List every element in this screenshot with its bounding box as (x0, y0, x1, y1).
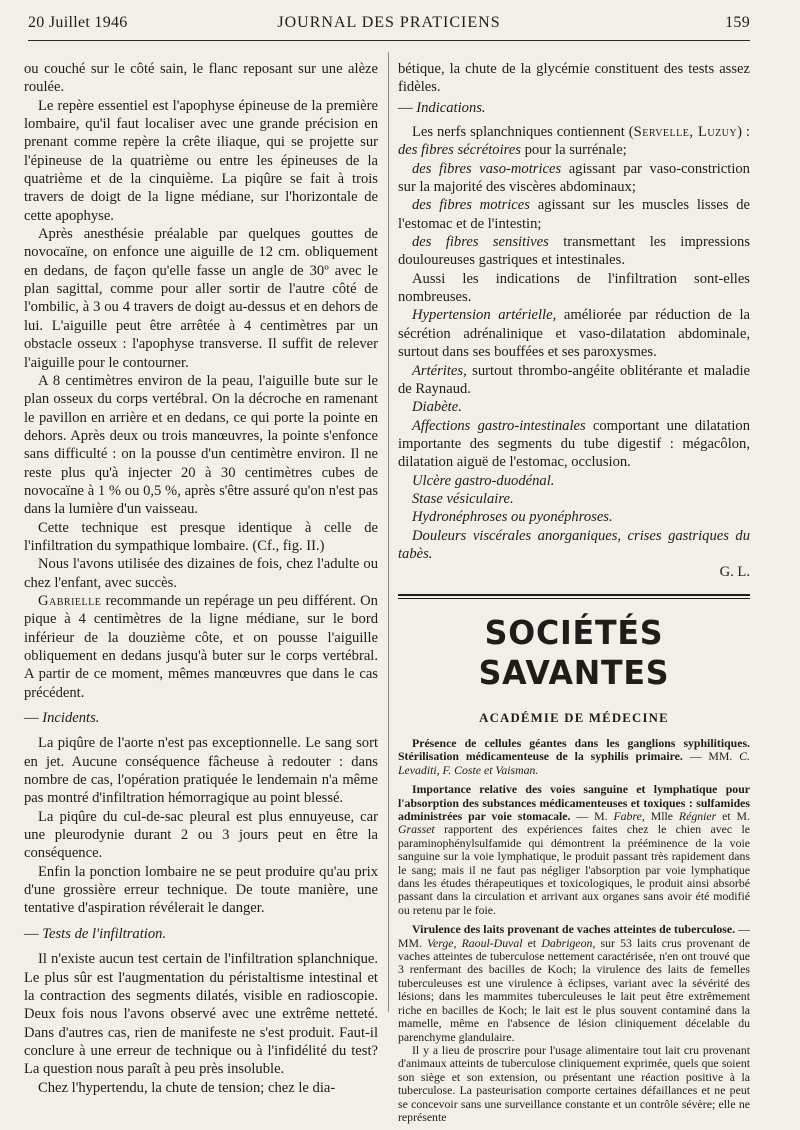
column-divider (388, 52, 389, 1012)
paragraph (398, 196, 750, 233)
paragraph: ou couché sur le côté sain, le flanc reposant sur une alèze roulée. (24, 61, 378, 96)
report-authors: Dabrigeon, (541, 935, 596, 950)
text: surtout thrombo-angéite oblitérante et maladie de Raynaud. (398, 362, 750, 397)
paragraph (24, 592, 378, 702)
dash: — (24, 710, 39, 727)
text: — MM. (398, 922, 750, 950)
text: des fibres sensitives (412, 234, 549, 251)
paragraph: Après anesthésie préalable par quelques gouttes de novocaïne, on enfonce une aiguille de 12 cm. obliquement en dedans, de façon qu'elle fasse un angle de 30º avec le plan sagittal, comme pour aller sortir de l'autre côté de l'ombilic, à 3 ou 4 travers de doigt au-dessus et en dehors de lui. L'aiguille peut être arrêtée à 4 centimètres par un obstacle osseux : l'apophyse transverse. Il suffit de relever l'aiguille pour le contourner. (24, 226, 378, 371)
report-title: Présence de cellules géantes dans les ganglions syphilitiques. Stérilisation médicamenteuse de la syphilis primaire. (398, 735, 750, 764)
paragraph (398, 123, 750, 160)
text: des fibres vaso-motrices (412, 160, 562, 177)
text: agissant sur les muscles lisses de l'estomac et de l'intestin; (398, 197, 750, 232)
text: Hypertension artérielle, (412, 307, 557, 324)
issue-date: 20 Juillet 1946 (28, 14, 128, 31)
paragraph: Aussi les indications de l'infiltration sont-elles nombreuses. (398, 270, 750, 306)
report-authors: C. Levaditi, F. Coste et Vaisman. (398, 749, 750, 777)
academy-reports (398, 737, 750, 1124)
paragraph (398, 362, 750, 399)
subheading-text: Incidents. (42, 710, 100, 727)
running-head (28, 14, 750, 38)
subheading-indications (398, 99, 750, 117)
author-name: Gabrielle (38, 592, 102, 609)
text: Diabète. (412, 399, 462, 416)
paragraph (398, 160, 750, 197)
paragraph: Hydronéphroses ou pyonéphroses. (412, 509, 613, 526)
paragraph: Il n'existe aucun test certain de l'infiltration splanchnique. Le plus sûr est l'augmentation du péristaltisme intestinal et la contraction des segments dilatés, visible en radioscopie. Deux fois nous l'avons observé avec une extrême netteté. Dans d'autres cas, rien de manifeste ne s'est produit. Faut-il conclure à une erreur de technique ou à l'infidélité du test? La question nous paraît à peu près insoluble. (24, 951, 378, 1078)
text: et (527, 935, 537, 950)
text: pour la surrénale; (524, 142, 627, 159)
report-item (398, 783, 750, 917)
text: comportant une dilatation importante des segments du tube digestif : mégacôlon, dilatation aiguë de l'estomac, occlusion. (398, 417, 750, 471)
paragraph: La piqûre du cul-de-sac pleural est plus ennuyeuse, car une pleurodynie durant 2 ou 3 jours peut en être la conséquence. (24, 808, 378, 862)
paragraph: Chez l'hypertendu, la chute de tension; chez le dia- (38, 1079, 336, 1096)
report-title: Virulence des laits provenant de vaches atteintes de tuberculose. (412, 922, 736, 937)
report-title: Importance relative des voies sanguine et lymphatique pour l'absorption des substances médicamenteuses et toxiques : sulfamides administrées par voie stomacale. (398, 782, 750, 823)
paragraph (398, 398, 750, 416)
dash: — (398, 99, 413, 116)
report-item: Il y a lieu de proscrire pour l'usage alimentaire tout lait cru provenant d'animaux atteints de tuberculose cliniquement exprimée, quels que soient son siège et son extension, ou présentant une réaction positive à la tuberculose. La pasteurisation comporte certaines défaillances et ne peut se concevoir sans une surveillance constante et un contrôle sévère; elle ne représente (398, 1042, 750, 1124)
paragraph: Douleurs viscérales anorganiques, crises gastriques du tabès. (398, 527, 750, 562)
paragraph: Cette technique est presque identique à celle de l'infiltration du sympathique lombaire. (Cf., fig. II.) (24, 519, 378, 554)
text: agissant par vaso-constriction sur la majorité des viscères abdominaux; (398, 160, 750, 196)
dash: — (24, 925, 39, 942)
author-names: Servelle, Luzuy (633, 124, 738, 141)
paragraph: Le repère essentiel est l'apophyse épineuse de la première lombaire, qu'il faut localiser avec une grande précision en prenant comme repère la crête iliaque, qui se projette sur l'épineuse de la quatrième ou entre les épineuses de la quatrième et de la cinquième. La piqûre se fait à trois travers de doigt de la ligne médiane, sur l'horizontale de cette apophyse. (24, 97, 378, 224)
section-rule (398, 594, 750, 599)
signature: G. L. (719, 564, 750, 581)
paragraph: A 8 centimètres environ de la peau, l'aiguille bute sur le plan osseux du corps vertébral. On la décroche en ramenant le pavillon en arrière et en dedans, ce qui porte la pointe en dehors. Après deux ou trois manœuvres, la pointe s'enfonce sans difficulté : on la pousse d'un centimètre environ. Il ne reste plus qu'à injecter 20 à 30 centimètres cubes de novocaïne à 1 % ou 0,5 %, après s'être assuré qu'on n'est pas dans la lumière d'un vaisseau. (24, 372, 378, 518)
section-title: SOCIÉTÉS SAVANTES (478, 612, 670, 692)
paragraph: Enfin la ponction lombaire ne se peut produire qu'au prix d'une grossière erreur technique. De toute manière, une tentative d'aspiration révélerait le danger. (24, 863, 378, 917)
paragraph: Stase vésiculaire. (412, 490, 514, 507)
text: améliorée par réduction de la sécrétion adrénalinique et vaso-dilatation abdominale, surtout dans ses bouffées et ses paroxysmes. (398, 307, 750, 361)
report-body: rapportent des expériences faites chez le chien avec le paraminophénylsulfamide qui démontrent la prééminence de la voie sanguine sur la voie lymphatique, le produit passant très rapidement dans le sang; mais il ne faut pas négliger l'absorption par voie lymphatique dans les études thérapeutiques et toxicologiques, le produit ainsi absorbé passant dans la circulation et arrivant aux organes sans avoir été modifié ou retenu par le foie. (398, 822, 750, 917)
academy-heading: ACADÉMIE DE MÉDECINE (479, 710, 669, 725)
text: Artérites, (412, 362, 467, 379)
text: Mlle (650, 809, 673, 823)
subheading-text: Indications. (416, 99, 486, 116)
text: — M. (576, 809, 608, 823)
text: ) : (737, 124, 750, 141)
report-authors: Régnier (678, 809, 717, 823)
text: Affections gastro-intestinales (412, 417, 586, 434)
text: des fibres motrices (412, 197, 530, 214)
paragraph: bétique, la chute de la glycémie constituent des tests assez fidèles. (398, 61, 750, 96)
subheading-incidents (24, 709, 378, 727)
inner-rule (398, 598, 750, 599)
report-item (398, 737, 750, 777)
paragraph (398, 417, 750, 472)
subheading-tests (24, 925, 378, 943)
report-authors: Verge, Raoul-Duval (427, 935, 523, 950)
text: et M. (722, 809, 750, 823)
left-column (24, 60, 378, 1097)
paragraph (398, 306, 750, 361)
paragraph: La piqûre de l'aorte n'est pas exceptionnelle. Le sang sort en jet. Aucune conséquence fâcheuse à redouter : dans nombre de cas, l'opération pratiquée le lendemain n'a même pas montré d'infiltration hémorragique au point blessé. (24, 735, 378, 807)
report-authors: Grasset (398, 822, 435, 837)
paragraph: Nous l'avons utilisée des dizaines de fois, chez l'adulte ou chez l'enfant, avec succès. (24, 556, 378, 591)
paragraph: Ulcère gastro-duodénal. (412, 472, 555, 489)
paragraph (398, 233, 750, 270)
report-item (398, 923, 750, 1044)
header-rule (28, 40, 750, 41)
report-authors: Fabre, (613, 809, 645, 823)
subheading-text: Tests de l'infiltration. (42, 925, 167, 942)
text: — MM. (689, 749, 733, 764)
text: Les nerfs splanchniques contiennent ( (412, 124, 634, 141)
journal-title: JOURNAL DES PRATICIENS (277, 14, 501, 31)
text: transmettant les impressions douloureuses gastriques et intestinales. (398, 234, 751, 269)
report-body: sur 53 laits crus provenant de vaches atteintes de tuberculose nettement caractérisée, n'en ont trouvé que 3 renfermant des bacilles de Koch; la virulence des laits de femelles tuberculeuses est une virulence à éclipses, variant avec la sévérité des lésions; dans les mammites tuberculeuses le lait peut être extrêmement riche en bacilles de Koch; le lait est le plus souvent contaminé dans la mamelle, même en l'absence de lésion cliniquement décelable du parenchyme glandulaire. (398, 935, 751, 1044)
page-number: 159 (725, 14, 750, 31)
text: des fibres sécrétoires (398, 142, 521, 159)
right-column (398, 60, 750, 1130)
paragraph-text: recommande un repérage un peu différent. On pique à 4 centimètres de la ligne médiane, sur le bord inférieur de la douzième côte, et on pousse l'aiguille obliquement en dedans jusqu'à buter sur le corps vertébral. A partir de ce moment, mêmes manœuvres que dans le cas précédent. (24, 592, 378, 701)
